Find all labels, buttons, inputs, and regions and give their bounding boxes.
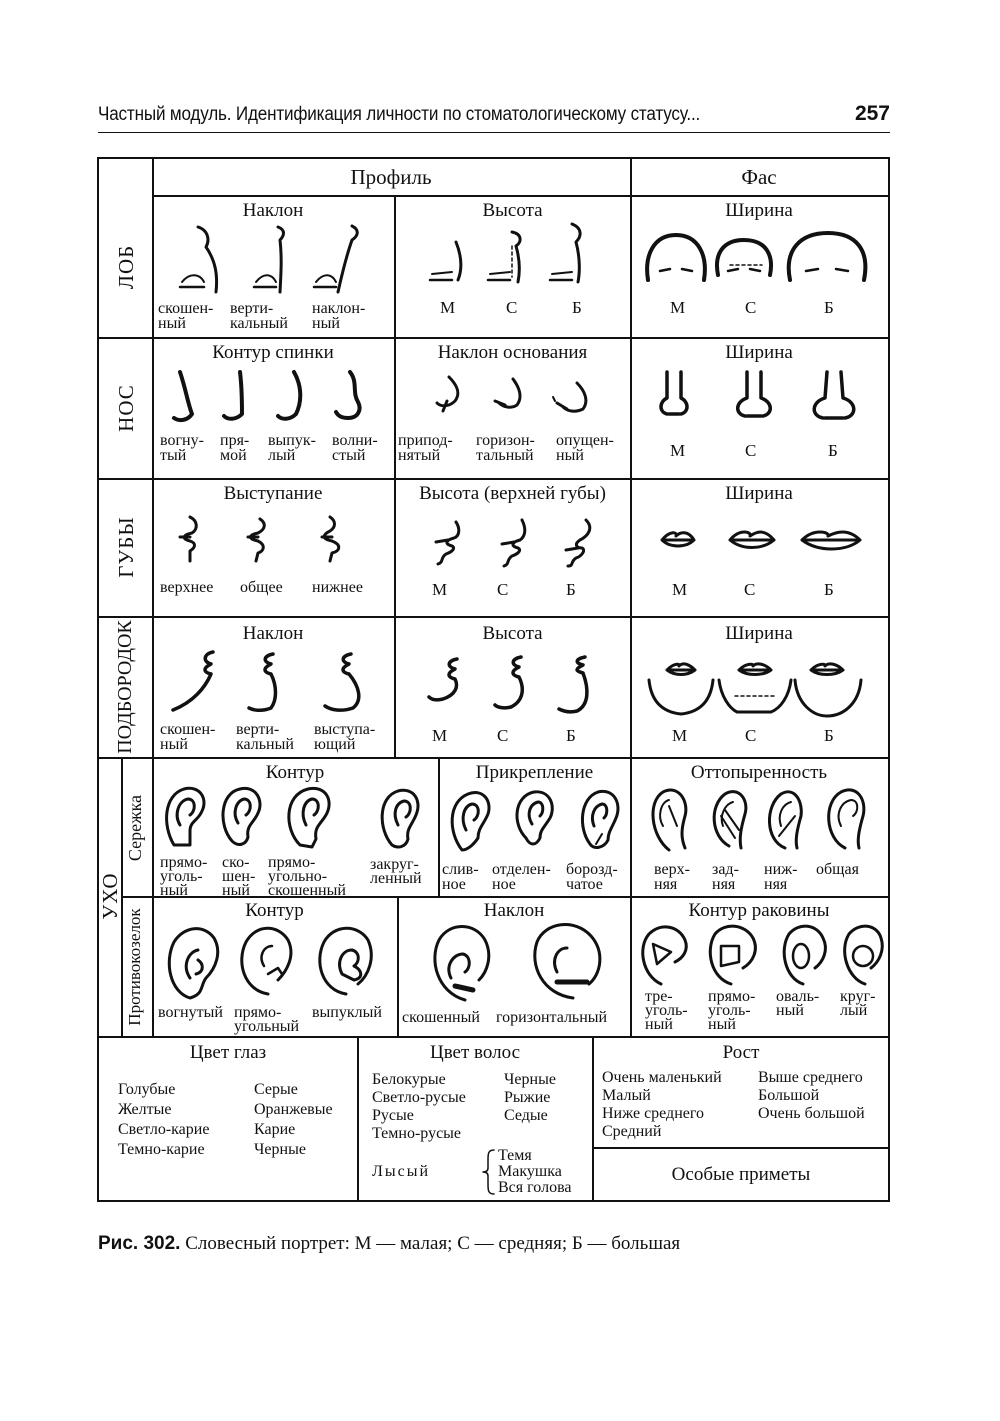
running-header (98, 102, 890, 133)
eyes-item: Голубые (118, 1081, 176, 1098)
lips-width-b: Б (824, 580, 834, 599)
chin-height-s: С (497, 726, 509, 745)
forehead-width-m: М (670, 298, 686, 317)
ear-lobe-contour-c1c: ный (160, 882, 188, 899)
nose-contour-c1b: тый (160, 447, 187, 464)
nose-contour-c2a: пря- (220, 432, 250, 449)
page-number: 257 (854, 102, 890, 125)
ear-anti-contour-title: Контур (245, 900, 304, 921)
ear-lobe-contour-c3a: прямо- (268, 854, 316, 871)
ear-lobe-contour-c1a: прямо- (160, 854, 208, 871)
forehead-height-b: Б (572, 298, 582, 317)
eyes-item: Светло-карие (118, 1121, 210, 1138)
forehead-height-m: М (440, 298, 456, 317)
forehead-width-s: С (745, 298, 757, 317)
forehead-height-icons (420, 222, 620, 292)
nose-base-c3b: ный (556, 447, 584, 464)
lips-width-icons (660, 528, 860, 558)
height-item: Выше среднего (758, 1069, 863, 1086)
ear-lobe-contour-c2b: шен- (222, 868, 256, 885)
running-title: Частный модуль. Идентификация личности по стоматологическому статусу... (98, 104, 701, 125)
chin-slope-c3a: выступа- (314, 721, 376, 738)
lips-height-title: Высота (верхней губы) (419, 483, 606, 504)
nose-base-c1a: припод- (398, 432, 453, 449)
chin-slope-icons (165, 650, 385, 715)
lips-width-s: С (744, 580, 756, 599)
chin-slope-c2a: верти- (236, 721, 280, 738)
ear-anti-slope-c1: скошенный (402, 1009, 480, 1026)
forehead-slope-c3b: ный (312, 315, 340, 332)
ear-anti-slope-title: Наклон (483, 900, 545, 921)
ear-lobe-protrude-title: Оттопыренность (690, 762, 828, 783)
lips-width-m: М (672, 580, 688, 599)
height-item: Очень маленький (602, 1069, 722, 1086)
lips-height-icons (430, 518, 610, 568)
ear-anti-shell-c3a: оваль- (776, 988, 820, 1005)
lips-protrusion-title: Выступание (223, 483, 323, 504)
height-item: Ниже среднего (602, 1105, 705, 1122)
chin-width-icons (645, 660, 870, 720)
forehead-height-s: С (506, 298, 518, 317)
height-item: Очень большой (758, 1105, 865, 1122)
chin-slope-title: Наклон (242, 623, 304, 644)
row-label-ear: УХО (98, 872, 122, 920)
hair-item: Русые (372, 1107, 414, 1124)
ear-lobe-contour-icons (160, 785, 430, 855)
forehead-slope-c2b: кальный (230, 315, 288, 332)
chin-width-title: Ширина (725, 623, 793, 644)
hair-item: Рыжие (504, 1089, 551, 1106)
forehead-slope-c3a: наклон- (312, 300, 366, 317)
ear-lobe-protrude-c2a: зад- (712, 861, 739, 878)
chin-slope-c2b: кальный (236, 736, 294, 753)
ear-anti-shell-c2c: ный (708, 1016, 736, 1033)
ear-lobe-attach-c1a: слив- (442, 861, 479, 878)
eyes-title: Цвет глаз (189, 1042, 267, 1063)
forehead-slope-c2a: верти- (230, 300, 274, 317)
ear-lobe-contour-c2a: ско- (222, 854, 250, 871)
chin-height-icons (425, 655, 615, 715)
nose-width-title: Ширина (725, 342, 793, 363)
lips-protrusion-c3: нижнее (312, 579, 363, 596)
ear-anti-contour-c1: вогнутый (158, 1004, 223, 1021)
lips-protrusion-c2: общее (240, 579, 283, 596)
ear-lobe-protrude-c1b: няя (654, 876, 678, 893)
ear-lobe-attach-c2b: ное (492, 876, 516, 893)
forehead-slope-title: Наклон (242, 200, 304, 221)
ear-lobe-protrude-c3a: ниж- (764, 861, 798, 878)
lips-height-b: Б (566, 580, 576, 599)
ear-lobe-attach-title: Прикрепление (475, 762, 594, 783)
nose-width-s: С (745, 441, 757, 460)
chin-height-m: М (432, 726, 448, 745)
ear-anti-contour-c2b: угольный (234, 1018, 300, 1035)
row-label-antitragus: Противокозелок (125, 908, 144, 1026)
hair-bald-opt: Вся голова (498, 1179, 572, 1196)
ear-anti-shell-c1a: тре- (645, 988, 673, 1005)
ear-anti-shell-c2a: прямо- (708, 988, 756, 1005)
brace-icon (480, 1148, 496, 1196)
nose-width-b: Б (828, 441, 838, 460)
ear-lobe-contour-c3c: скошенный (268, 882, 346, 899)
row-label-nose: НОС (114, 384, 138, 432)
nose-contour-icons (162, 368, 387, 428)
nose-width-icons (655, 368, 865, 423)
nose-base-c2b: тальный (476, 447, 534, 464)
eyes-item: Серые (254, 1081, 298, 1098)
ear-lobe-contour-c4a: закруг- (370, 856, 419, 873)
ear-anti-contour-icons (160, 922, 390, 1002)
ear-anti-shell-c2b: уголь- (708, 1002, 751, 1019)
ear-lobe-contour-c1b: уголь- (160, 868, 203, 885)
ear-lobe-contour-c3b: угольно- (268, 868, 328, 885)
column-header-front: Фас (741, 165, 777, 189)
ear-lobe-contour-c2c: ный (222, 882, 250, 899)
row-label-forehead: ЛОБ (114, 244, 138, 290)
hair-item: Черные (504, 1071, 556, 1088)
ear-lobe-protrude-icons (645, 786, 870, 856)
hair-item: Темно-русые (372, 1125, 462, 1142)
row-label-earlobe: Сережка (125, 794, 145, 862)
forehead-slope-c1b: ный (158, 315, 186, 332)
ear-anti-shell-c3b: ный (776, 1002, 804, 1019)
ear-lobe-attach-icons (444, 788, 624, 858)
ear-anti-shell-c1b: уголь- (645, 1002, 688, 1019)
nose-contour-c2b: мой (220, 447, 247, 464)
hair-item: Седые (504, 1107, 548, 1124)
ear-lobe-protrude-c3b: няя (764, 876, 788, 893)
ear-lobe-protrude-c1a: верх- (654, 861, 690, 878)
ear-anti-shell-title: Контур раковины (688, 900, 830, 921)
forehead-slope-icons (160, 222, 390, 302)
nose-contour-c4b: стый (332, 447, 366, 464)
ear-lobe-attach-c1b: ное (442, 876, 466, 893)
eyes-item: Желтые (118, 1101, 172, 1118)
ear-anti-shell-icons (635, 922, 880, 987)
hair-item: Белокурые (372, 1071, 446, 1088)
nose-base-icons (425, 375, 615, 425)
lips-protrusion-c1: верхнее (160, 579, 214, 596)
hair-bald-opt: Макушка (498, 1163, 562, 1180)
nose-contour-c4a: волни- (332, 432, 378, 449)
ear-lobe-contour-c4b: ленный (370, 870, 422, 887)
ear-lobe-attach-c2a: отделен- (492, 861, 551, 878)
figure-caption-text: Словесный портрет: М — малая; С — средняя; Б — большая (180, 1233, 681, 1254)
forehead-height-title: Высота (482, 200, 543, 221)
figure-caption (98, 1233, 680, 1255)
nose-base-title: Наклон основания (437, 342, 588, 363)
chin-slope-c1b: ный (160, 736, 188, 753)
nose-contour-c3b: лый (268, 447, 296, 464)
eyes-item: Черные (254, 1141, 306, 1158)
chin-width-s: С (745, 726, 757, 745)
lips-width-title: Ширина (725, 483, 793, 504)
ear-lobe-protrude-c2b: няя (712, 876, 736, 893)
eyes-item: Карие (254, 1121, 296, 1138)
ear-lobe-attach-c3b: чатое (566, 876, 603, 893)
forehead-width-title: Ширина (725, 200, 793, 221)
nose-contour-c3a: выпук- (268, 432, 316, 449)
nose-contour-c1a: вогну- (160, 432, 204, 449)
hair-item: Светло-русые (372, 1089, 466, 1106)
row-label-lips: ГУБЫ (114, 516, 138, 578)
hair-bald-opt: Темя (498, 1147, 532, 1164)
ear-lobe-attach-c3a: борозд- (566, 861, 618, 878)
nose-base-c3a: опущен- (556, 432, 614, 449)
special-marks: Особые приметы (671, 1164, 811, 1185)
lips-protrusion-icons (170, 515, 370, 565)
chin-width-m: М (672, 726, 688, 745)
forehead-width-icons (640, 225, 880, 295)
chin-height-b: Б (566, 726, 576, 745)
ear-anti-contour-c3: выпуклый (312, 1004, 382, 1021)
nose-base-c1b: нятый (398, 447, 441, 464)
ear-anti-slope-c2: горизонтальный (496, 1009, 608, 1026)
column-header-profile: Профиль (350, 165, 432, 189)
height-title: Рост (722, 1042, 760, 1063)
chin-height-title: Высота (482, 623, 543, 644)
eyes-item: Оранжевые (254, 1101, 333, 1118)
height-item: Большой (758, 1087, 820, 1104)
chin-slope-c1a: скошен- (160, 721, 216, 738)
hair-bald: Лысый (372, 1163, 431, 1180)
chin-slope-c3b: ющий (314, 736, 356, 753)
ear-anti-shell-c1c: ный (645, 1016, 673, 1033)
hair-title: Цвет волос (429, 1042, 521, 1063)
eyes-item: Темно-карие (118, 1141, 205, 1158)
ear-anti-shell-c4a: круг- (840, 988, 876, 1005)
ear-anti-shell-c4b: лый (840, 1002, 868, 1019)
ear-lobe-contour-title: Контур (265, 762, 325, 783)
nose-width-m: М (670, 441, 686, 460)
lips-height-s: С (497, 580, 509, 599)
lips-height-m: М (432, 580, 448, 599)
chin-width-b: Б (824, 726, 834, 745)
ear-anti-contour-c2a: прямо- (234, 1004, 282, 1021)
forehead-slope-c1a: скошен- (158, 300, 214, 317)
nose-contour-title: Контур спинки (212, 342, 334, 363)
row-label-chin: ПОДБОРОДОК (114, 620, 136, 754)
ear-lobe-protrude-c4: общая (816, 861, 859, 878)
nose-base-c2a: горизон- (476, 432, 535, 449)
height-item: Малый (602, 1087, 651, 1104)
ear-anti-slope-icons (425, 920, 615, 1005)
figure-number: Рис. 302. (98, 1233, 181, 1254)
forehead-width-b: Б (824, 298, 834, 317)
height-item: Средний (602, 1123, 662, 1140)
